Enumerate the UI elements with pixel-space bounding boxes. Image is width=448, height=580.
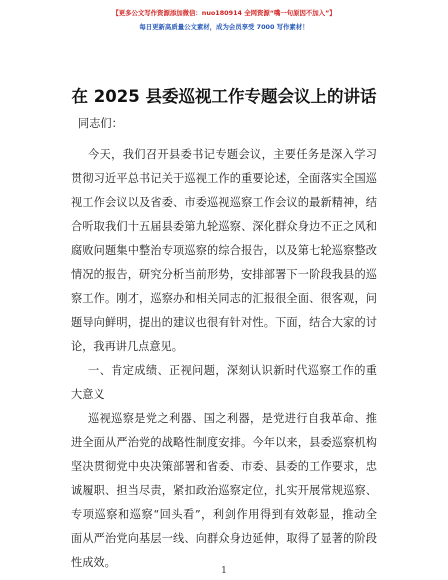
section-heading-line: 大意义 xyxy=(71,388,105,401)
body-line: 视工作会议以及省委、市委巡视巡察工作会议的最新精神，结 xyxy=(71,196,377,209)
body-line: 今天，我们召开县委书记专题会议，主要任务是深入学习 xyxy=(88,148,377,161)
document-title: 在 2025 县委巡视工作专题会议上的讲话 xyxy=(71,87,377,106)
promo-banner-line1: 【更多公文写作资源添加微信：nuo180914 全网资源“嘴一句原因不加入”】 xyxy=(112,9,336,17)
body-line: 进全面从严治党的战略性制度安排。今年以来，县委巡察机构 xyxy=(71,436,377,449)
body-line: 情况的报告，研究分析当前形势，安排部署下一阶段我县的巡 xyxy=(71,268,377,281)
greeting: 同志们： xyxy=(78,117,123,130)
body-line: 坚决贯彻党中央决策部署和省委、市委、县委的工作要求，忠 xyxy=(71,460,377,473)
body-line: 性成效。 xyxy=(71,556,116,569)
body-line: 论，我再讲几点意见。 xyxy=(71,340,183,353)
body-line: 察工作。刚才，巡察办和相关同志的汇报很全面、很客观，问 xyxy=(71,292,377,305)
body-line: 巡视巡察是党之利器、国之利器，是党进行自我革命、推 xyxy=(88,412,377,425)
body-line: 面从严治党向基层一线、向群众身边延伸，取得了显著的阶段 xyxy=(71,532,377,545)
body-line: 腐败问题集中整治专项巡察的综合报告，以及第七轮巡察整改 xyxy=(71,244,377,257)
body-line: 题导向鲜明，提出的建议也很有针对性。下面，结合大家的讨 xyxy=(71,316,377,329)
body-line: 贯彻习近平总书记关于巡视工作的重要论述，全面落实全国巡 xyxy=(71,172,377,185)
body-line: 专项巡察和巡察“回头看”，利剑作用得到有效彰显，推动全 xyxy=(71,508,377,521)
promo-banner-line2: 每日更新高质量公文素材，成为会员享受 7000 写作素材！ xyxy=(139,23,309,31)
section-heading-line: 一、肯定成绩、正视问题，深刻认识新时代巡察工作的重 xyxy=(88,364,377,377)
page-number: 1 xyxy=(221,566,227,576)
body-line: 合听取我们十五届县委第九轮巡察、深化群众身边不正之风和 xyxy=(71,220,377,233)
body-line: 诚履职、担当尽责，紧扣政治巡察定位，扎实开展常规巡察、 xyxy=(71,484,377,497)
